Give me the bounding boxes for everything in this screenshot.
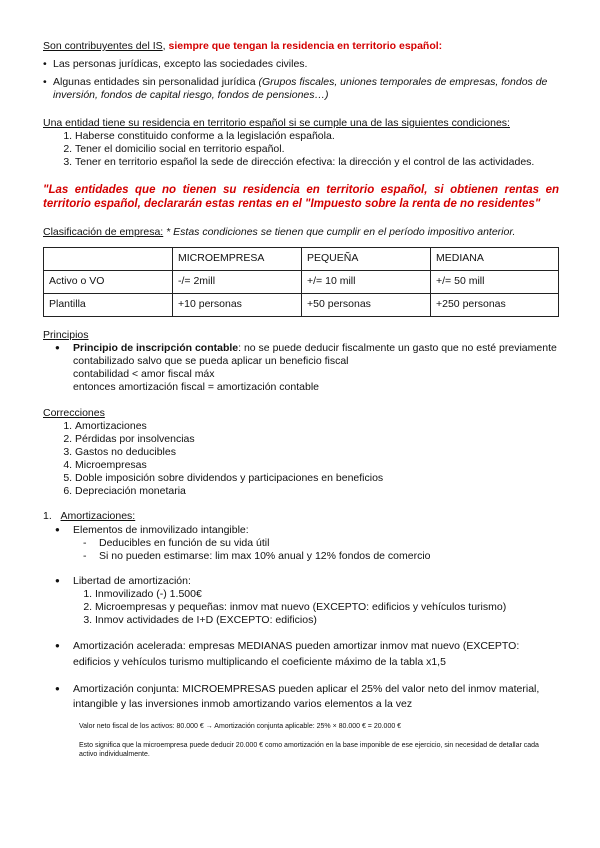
table-cell: Plantilla [44, 293, 173, 316]
clasificacion-note: * Estas condiciones se tienen que cumplir en el período impositivo anterior. [166, 225, 516, 238]
clasificacion-heading [43, 226, 559, 239]
list-item: ● Elementos de inmovilizado intangible: - Deducibles en función de su vida útil - Si no pueden estimarse: lim max 10% anual y 12% fondos de comercio [73, 524, 559, 563]
list-item: 3. Tener en territorio español la sede de dirección efectiva: la dirección y el control de las actividades. [75, 156, 559, 169]
table-cell: +/= 50 mill [431, 270, 559, 293]
table-cell: MEDIANA [431, 247, 559, 270]
residencia-conditions [43, 130, 559, 169]
table-cell: Activo o VO [44, 270, 173, 293]
correcciones-list [43, 420, 559, 499]
list-item: • Algunas entidades sin personalidad jurídica (Grupos fiscales, uniones temporales de empresas, fondos de inversión, fondos de capital riesgo, fondos de pensiones…) [43, 76, 559, 102]
amortizaciones-heading: 1. Amortizaciones: [43, 510, 136, 523]
table-cell: +10 personas [173, 293, 302, 316]
list-item: 3. Gastos no deducibles [75, 446, 559, 459]
calc-note: Esto significa que la microempresa puede deducir 20.000 € como amortización en la base imponible de ese ejercicio, sin necesidad de detallar cada activo individualmente. [79, 742, 539, 759]
no-residentes-part1: "Las entidades que no tienen su residencia en territorio español [43, 184, 425, 196]
clasificacion-table [43, 247, 559, 317]
intangible-sublist [43, 537, 559, 563]
table-cell: +50 personas [302, 293, 431, 316]
list-item: • Las personas jurídicas, excepto las sociedades civiles. [43, 58, 559, 71]
principio-name: Principio de inscripción contable [73, 342, 239, 354]
table-row [44, 270, 559, 293]
contribuyentes-lead: Son contribuyentes del IS [43, 40, 163, 52]
list-item: - Deducibles en función de su vida útil [99, 537, 559, 550]
contribuyentes-list [43, 58, 559, 102]
residencia-heading: Una entidad tiene su residencia en territorio español si se cumple una de las siguientes condiciones: [43, 116, 510, 129]
document-page [43, 40, 559, 760]
libertad-sublist [43, 588, 559, 627]
amortizaciones-list [43, 524, 559, 713]
contribuyentes-heading: Son contribuyentes del IS, siempre que tengan la residencia en territorio español: [43, 40, 443, 52]
list-item: ● Principio de inscripción contable: no se puede deducir fiscalmente un gasto que no esté previamente contabilizado salvo que se pueda aplicar un beneficio fiscal contabilidad < amor fiscal máx entonces amortización fiscal = amortización contable [73, 342, 559, 395]
list-item: 1. Haberse constituido conforme a la legislación española. [75, 130, 559, 143]
clasificacion-title: Clasificación de empresa: [43, 225, 164, 238]
table-cell [44, 247, 173, 270]
no-residentes-note [43, 183, 559, 212]
list-item: - Si no pueden estimarse: lim max 10% anual y 12% fondos de comercio [99, 550, 559, 563]
table-cell: +250 personas [431, 293, 559, 316]
list-item: 1. Inmovilizado (-) 1.500€ [95, 588, 559, 601]
contribuyentes-lead-red: siempre que tengan la residencia en territorio español: [168, 40, 443, 52]
list-item: 2. Tener el domicilio social en territorio español. [75, 143, 559, 156]
list-item: ● Libertad de amortización: 1. Inmovilizado (-) 1.500€ 2. Microempresas y pequeñas: inmov mat nuevo (EXCEPTO: edificios y vehículos turismo) 3. Inmov actividades de I+D (EXCEPTO: edificios) [73, 575, 559, 628]
list-item: 4. Microempresas [75, 459, 559, 472]
list-item: 5. Doble imposición sobre dividendos y participaciones en beneficios [75, 472, 559, 485]
principios-list [43, 342, 559, 395]
principios-heading: Principios [43, 328, 89, 341]
table-row [44, 247, 559, 270]
list-item: 2. Microempresas y pequeñas: inmov mat nuevo (EXCEPTO: edificios y vehículos turismo) [95, 601, 559, 614]
list-item: 3. Inmov actividades de I+D (EXCEPTO: edificios) [95, 614, 559, 627]
table-cell: +/= 10 mill [302, 270, 431, 293]
calc-example: Valor neto fiscal de los activos: 80.000 € → Amortización conjunta aplicable: 25% × 80.000 € = 20.000 € [79, 723, 402, 731]
list-item: 2. Pérdidas por insolvencias [75, 433, 559, 446]
no-residentes-part2: , si obtienen rentas en territorio español, declararán estas rentas en el "Impuesto sobre la renta de no residentes" [43, 184, 559, 211]
correcciones-heading: Correcciones [43, 406, 105, 419]
table-row [44, 293, 559, 316]
list-item: ● Amortización conjunta: MICROEMPRESAS pueden aplicar el 25% del valor neto del inmov material, intangible y las inversiones inmob amortizando varios elementos a la vez [73, 682, 559, 712]
table-cell: -/= 2mill [173, 270, 302, 293]
table-cell: MICROEMPRESA [173, 247, 302, 270]
list-item: 6. Depreciación monetaria [75, 485, 559, 498]
list-item: ● Amortización acelerada: empresas MEDIANAS pueden amortizar inmov mat nuevo (EXCEPTO: edificios y vehículos turismo multiplicando el coeficiente máximo de la tabla x1,5 [73, 639, 559, 669]
list-item: 1. Amortizaciones [75, 420, 559, 433]
table-cell: PEQUEÑA [302, 247, 431, 270]
